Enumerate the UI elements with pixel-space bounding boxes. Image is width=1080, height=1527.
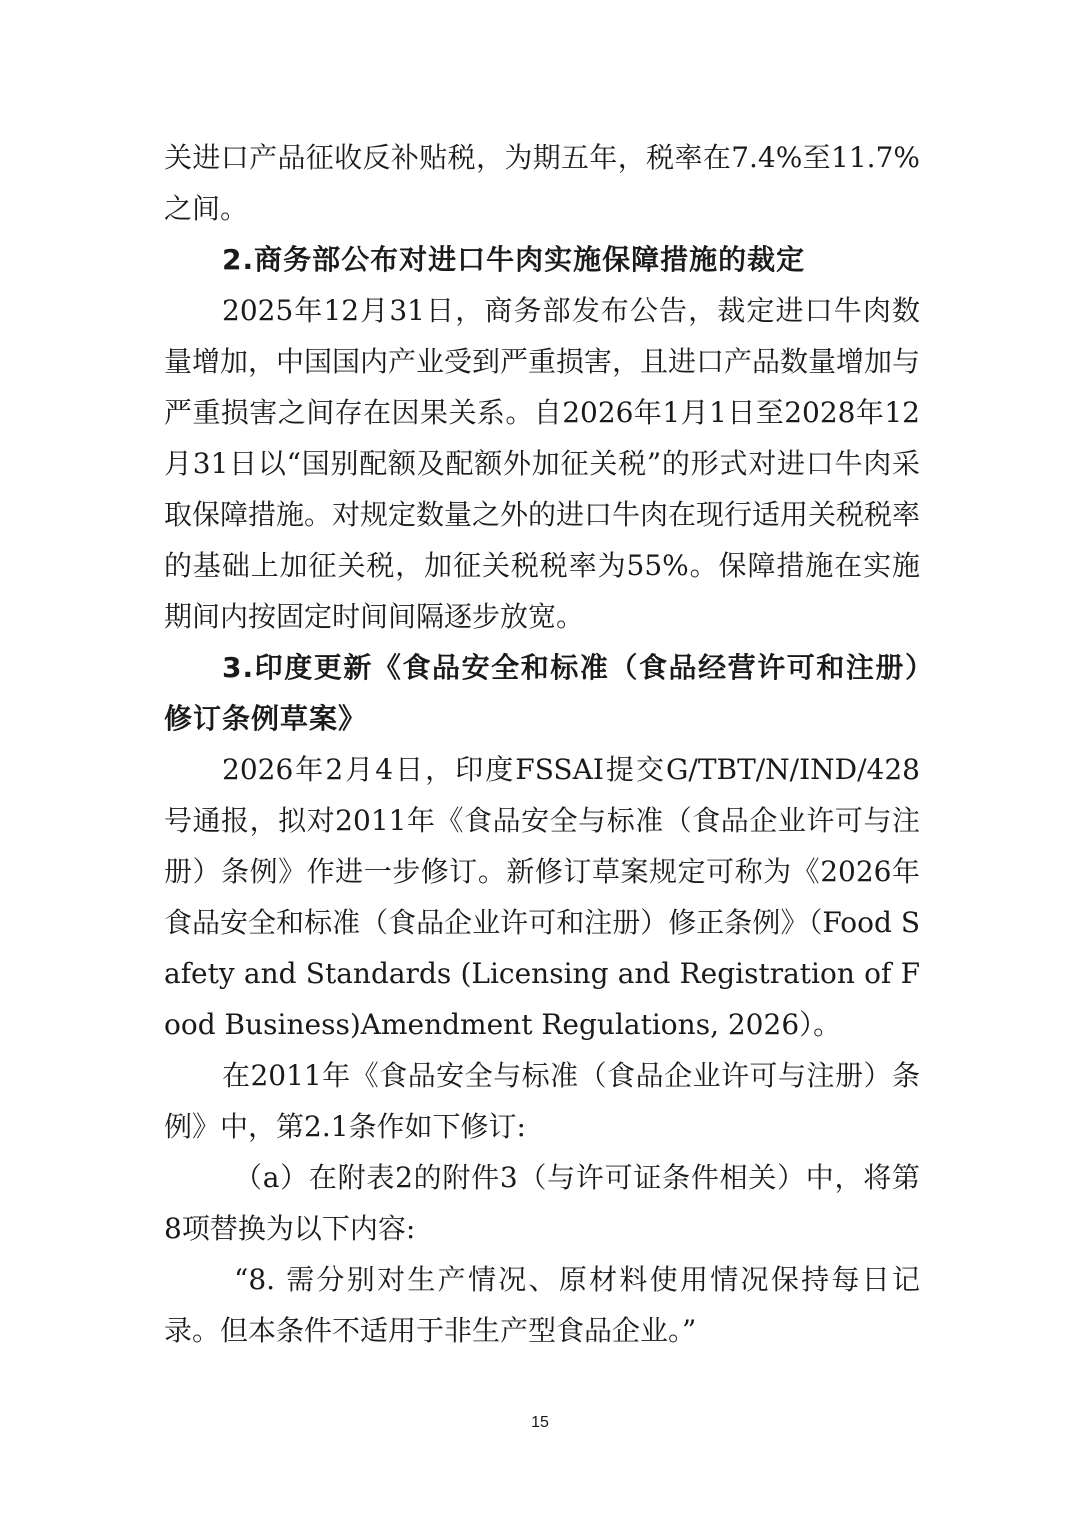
document-body: [164, 132, 920, 1356]
paragraph-replacement-text: “8. 需分别对生产情况、原材料使用情况保持每日记录。但本条件不适用于非生产型食品企业。”: [164, 1263, 920, 1347]
section-heading-india-fssai: 3.印度更新《食品安全和标准（食品经营许可和注册）修订条例草案》: [164, 651, 920, 735]
paragraph-india-notification: 2026年2月4日，印度FSSAI提交G/TBT/N/IND/428号通报，拟对2011年《食品安全与标准（食品企业许可与注册）条例》作进一步修订。新修订草案规定可称为《2026年食品安全和标准（食品企业许可和注册）修正条例》（Food Safety and Standards (Licensing and Registration of Food Business)Amendment Regulations, 2026）。: [164, 753, 920, 1041]
paragraph-beef-safeguard: 2025年12月31日，商务部发布公告，裁定进口牛肉数量增加，中国国内产业受到严重损害，且进口产品数量增加与严重损害之间存在因果关系。自2026年1月1日至2028年12月31日以“国别配额及配额外加征关税”的形式对进口牛肉采取保障措施。对规定数量之外的进口牛肉在现行适用关税税率的基础上加征关税，加征关税税率为55%。保障措施在实施期间内按固定时间间隔逐步放宽。: [164, 294, 921, 633]
section-heading-beef-safeguard: 2.商务部公布对进口牛肉实施保障措施的裁定: [222, 243, 806, 276]
page-number: 15: [531, 1414, 549, 1431]
paragraph-countervailing-duty: 关进口产品征收反补贴税，为期五年，税率在7.4%至11.7%之间。: [164, 141, 920, 225]
paragraph-amendment-item-a: （a）在附表2的附件3（与许可证条件相关）中，将第8项替换为以下内容:: [164, 1161, 920, 1245]
paragraph-amendment-intro: 在2011年《食品安全与标准（食品企业许可与注册）条例》中，第2.1条作如下修订:: [164, 1059, 920, 1143]
